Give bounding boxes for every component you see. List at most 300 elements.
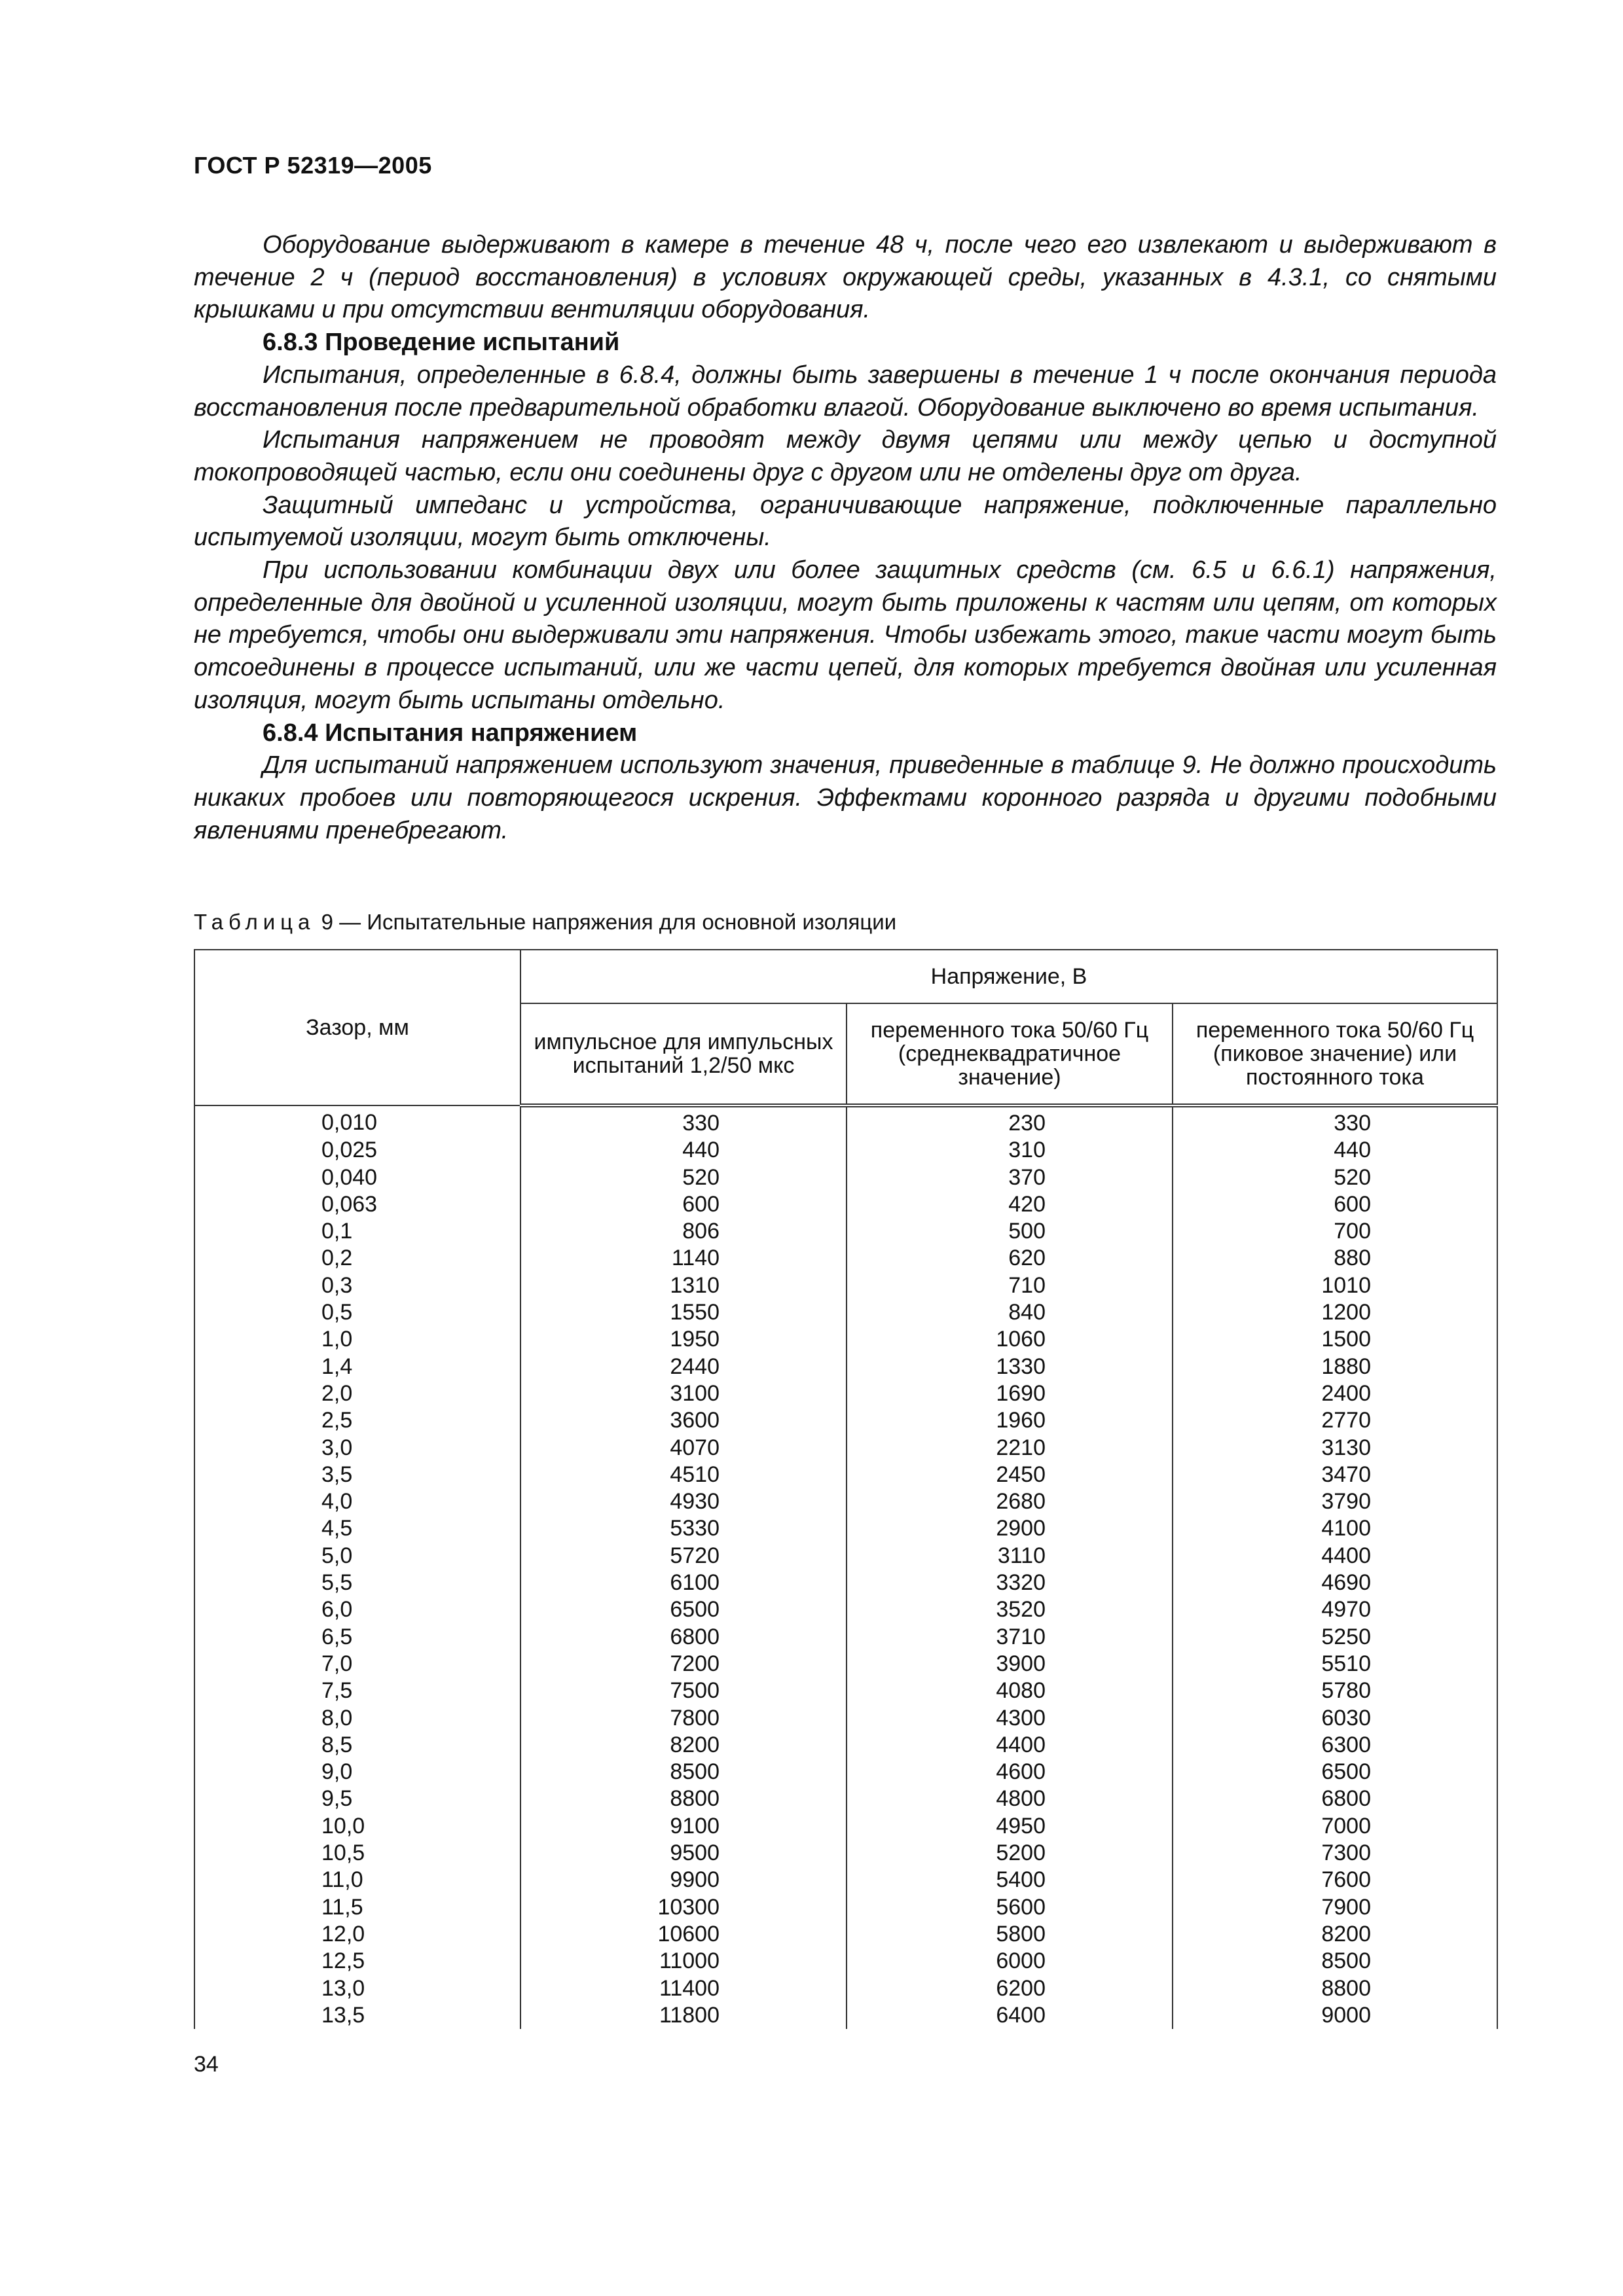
- table-cell: [1173, 2002, 1497, 2029]
- table-cell: [520, 1354, 847, 1380]
- table-cell: [847, 1732, 1173, 1759]
- table-row: [194, 1354, 1497, 1380]
- table-cell: [847, 1651, 1173, 1677]
- cell-value: 2680: [996, 1489, 1046, 1515]
- table-cell: [847, 1677, 1173, 1704]
- cell-value: 600: [1334, 1191, 1371, 1217]
- cell-value: 880: [1334, 1246, 1371, 1271]
- column-header-impulse: импульсное для импульсных испытаний 1,2/50 мкс: [520, 1003, 847, 1105]
- table-cell: [847, 1326, 1173, 1353]
- table-cell: [194, 1137, 520, 1164]
- cell-value: 710: [1008, 1272, 1046, 1298]
- table-cell: [520, 1462, 847, 1488]
- table-row: [194, 2002, 1497, 2029]
- cell-value: 7,5: [321, 1678, 353, 1704]
- cell-value: 3,0: [321, 1435, 353, 1460]
- table-cell: [520, 1596, 847, 1623]
- table-cell: [1173, 1948, 1497, 1975]
- cell-value: 11,5: [321, 1894, 363, 1920]
- cell-value: 1310: [670, 1272, 720, 1298]
- table-cell: [1173, 1105, 1497, 1137]
- cell-value: 10,5: [321, 1840, 365, 1866]
- cell-value: 1,4: [321, 1354, 353, 1379]
- table-caption: [194, 910, 896, 935]
- cell-value: 310: [1008, 1138, 1046, 1163]
- document-header: ГОСТ Р 52319—2005: [194, 152, 432, 179]
- section-heading-6-8-3: 6.8.3 Проведение испытаний: [263, 329, 620, 357]
- table-cell: [194, 1867, 520, 1893]
- cell-value: 806: [682, 1219, 720, 1244]
- table-cell: [194, 1785, 520, 1812]
- cell-value: 1550: [670, 1300, 720, 1325]
- cell-value: 5780: [1321, 1678, 1371, 1704]
- cell-value: 7600: [1321, 1867, 1371, 1893]
- paragraph: Оборудование выдерживают в камере в течение 48 ч, после чего его извлекают и выдерживают в течение 2 ч (период восстановления) в условиях окружающей среды, указанных в 4.3.1, со снятыми крышками и при отсутствии вентиляции оборудования.: [194, 231, 1497, 324]
- table-cell: [194, 1218, 520, 1245]
- table-cell: [520, 1624, 847, 1651]
- cell-value: 5250: [1321, 1624, 1371, 1649]
- table-cell: [194, 1732, 520, 1759]
- cell-value: 6500: [1321, 1759, 1371, 1785]
- table-cell: [1173, 1245, 1497, 1272]
- cell-value: 7200: [670, 1651, 720, 1676]
- cell-value: 3320: [996, 1570, 1046, 1596]
- paragraph: Испытания, определенные в 6.8.4, должны быть завершены в течение 1 ч после окончания периода восстановления после предварительной обработки влагой. Оборудование выключено во время испытания.: [194, 361, 1497, 422]
- table-cell: [194, 1921, 520, 1948]
- table-cell: [847, 1624, 1173, 1651]
- table-cell: [847, 1245, 1173, 1272]
- cell-value: 1500: [1321, 1327, 1371, 1352]
- cell-value: 330: [1334, 1111, 1371, 1136]
- table-cell: [520, 1380, 847, 1407]
- table-row: [194, 1975, 1497, 2002]
- table-cell: [1173, 1488, 1497, 1515]
- table-cell: [1173, 1705, 1497, 1732]
- cell-value: 6030: [1321, 1705, 1371, 1731]
- table-cell: [847, 1462, 1173, 1488]
- column-header-ac-peak: переменного тока 50/60 Гц (пиковое значение) или постоянного тока: [1173, 1003, 1497, 1105]
- table-cell: [847, 1354, 1173, 1380]
- table-cell: [520, 1164, 847, 1191]
- table-cell: [194, 1948, 520, 1975]
- table-cell: [520, 1651, 847, 1677]
- cell-value: 7500: [670, 1678, 720, 1704]
- cell-value: 3110: [997, 1543, 1046, 1568]
- cell-value: 1200: [1321, 1300, 1371, 1325]
- table-cell: [847, 1515, 1173, 1542]
- table-cell: [520, 1326, 847, 1353]
- cell-value: 7300: [1321, 1840, 1371, 1866]
- cell-value: 1330: [996, 1354, 1046, 1379]
- cell-value: 9500: [670, 1840, 720, 1866]
- table-row: [194, 1515, 1497, 1542]
- cell-value: 4100: [1321, 1516, 1371, 1541]
- cell-value: 4970: [1321, 1597, 1371, 1623]
- column-group-header-voltage: Напряжение, В: [520, 950, 1497, 1003]
- cell-value: 0,010: [321, 1110, 378, 1135]
- table-cell: [194, 2002, 520, 2029]
- table-row: [194, 1245, 1497, 1272]
- cell-value: 6800: [670, 1624, 720, 1649]
- table-cell: [1173, 1732, 1497, 1759]
- table-cell: [520, 1570, 847, 1596]
- cell-value: 620: [1008, 1246, 1046, 1271]
- table-cell: [520, 2002, 847, 2029]
- paragraph: При использовании комбинации двух или более защитных средств (см. 6.5 и 6.6.1) напряжения, определенные для двойной и усиленной изоляции, могут быть приложены к частям или цепям, от которых не требуется, чтобы они выдерживали эти напряжения. Чтобы избежать этого, такие части могут быть отсоединены в процессе испытаний, или же части цепей, для которых требуется двойная или усиленная изоляция, могут быть испытаны отдельно.: [194, 556, 1497, 714]
- table-cell: [1173, 1840, 1497, 1867]
- table-row: [194, 1705, 1497, 1732]
- table-cell: [847, 1705, 1173, 1732]
- column-header-gap: Зазор, мм: [194, 950, 520, 1105]
- table-row: [194, 1840, 1497, 1867]
- document-body: [194, 229, 1497, 847]
- cell-value: 11400: [659, 1975, 720, 2001]
- table-cell: [194, 1975, 520, 2002]
- table-row: [194, 1299, 1497, 1326]
- cell-value: 420: [1008, 1191, 1046, 1217]
- table-row: [194, 1624, 1497, 1651]
- table-cell: [1173, 1191, 1497, 1218]
- cell-value: 7,0: [321, 1651, 353, 1676]
- table-cell: [1173, 1299, 1497, 1326]
- table-cell: [1173, 1813, 1497, 1840]
- cell-value: 3130: [1321, 1435, 1371, 1460]
- table-cell: [520, 1105, 847, 1137]
- table-cell: [194, 1435, 520, 1462]
- table-cell: [847, 1407, 1173, 1434]
- cell-value: 5,0: [321, 1543, 353, 1568]
- table-cell: [520, 1191, 847, 1218]
- table-cell: [194, 1488, 520, 1515]
- table-cell: [194, 1894, 520, 1921]
- table-cell: [1173, 1462, 1497, 1488]
- table-cell: [1173, 1596, 1497, 1623]
- table-cell: [194, 1191, 520, 1218]
- table-row: [194, 1218, 1497, 1245]
- table-cell: [520, 1813, 847, 1840]
- table-row: [194, 1543, 1497, 1570]
- table-cell: [1173, 1380, 1497, 1407]
- table-cell: [194, 1380, 520, 1407]
- table-cell: [520, 1137, 847, 1164]
- table-cell: [520, 1975, 847, 2002]
- cell-value: 1950: [670, 1327, 720, 1352]
- table-row: [194, 1921, 1497, 1948]
- cell-value: 2450: [996, 1462, 1046, 1487]
- cell-value: 4950: [996, 1813, 1046, 1839]
- paragraph: Защитный импеданс и устройства, ограничивающие напряжение, подключенные параллельно испытуемой изоляции, могут быть отключены.: [194, 491, 1497, 552]
- table-cell: [1173, 1921, 1497, 1948]
- cell-value: 230: [1008, 1111, 1046, 1136]
- table-cell: [1173, 1435, 1497, 1462]
- cell-value: 10,0: [321, 1813, 365, 1839]
- table-cell: [520, 1245, 847, 1272]
- cell-value: 3,5: [321, 1462, 353, 1487]
- table-row: [194, 1137, 1497, 1164]
- table-cell: [847, 1867, 1173, 1893]
- table-cell: [847, 1813, 1173, 1840]
- cell-value: 2,5: [321, 1408, 353, 1433]
- table-cell: [520, 1894, 847, 1921]
- cell-value: 3900: [996, 1651, 1046, 1676]
- table-cell: [847, 1191, 1173, 1218]
- cell-value: 5510: [1321, 1651, 1371, 1676]
- cell-value: 4300: [996, 1705, 1046, 1731]
- table-cell: [1173, 1785, 1497, 1812]
- table-cell: [847, 1948, 1173, 1975]
- table-cell: [194, 1543, 520, 1570]
- table-cell: [847, 1759, 1173, 1785]
- table-cell: [847, 1921, 1173, 1948]
- cell-value: 500: [1008, 1219, 1046, 1244]
- table-cell: [194, 1624, 520, 1651]
- cell-value: 3600: [670, 1408, 720, 1433]
- cell-value: 12,0: [321, 1921, 365, 1946]
- cell-value: 1690: [996, 1380, 1046, 1406]
- cell-value: 440: [682, 1138, 720, 1163]
- table-row: [194, 1435, 1497, 1462]
- cell-value: 1960: [996, 1408, 1046, 1433]
- table-cell: [847, 1299, 1173, 1326]
- table-row: [194, 1380, 1497, 1407]
- cell-value: 370: [1008, 1164, 1046, 1190]
- cell-value: 8500: [670, 1759, 720, 1785]
- table-cell: [1173, 1570, 1497, 1596]
- table-cell: [847, 1975, 1173, 2002]
- cell-value: 8500: [1321, 1948, 1371, 1974]
- cell-value: 1,0: [321, 1327, 353, 1352]
- cell-value: 6000: [996, 1948, 1046, 1974]
- cell-value: 0,040: [321, 1164, 378, 1190]
- table-row: [194, 1164, 1497, 1191]
- table-cell: [194, 1677, 520, 1704]
- table-cell: [1173, 1677, 1497, 1704]
- table-cell: [520, 1732, 847, 1759]
- cell-value: 5600: [996, 1894, 1046, 1920]
- table-cell: [847, 1164, 1173, 1191]
- table-row: [194, 1596, 1497, 1623]
- table-cell: [520, 1488, 847, 1515]
- table-cell: [520, 1921, 847, 1948]
- cell-value: 440: [1334, 1138, 1371, 1163]
- table-cell: [847, 1435, 1173, 1462]
- cell-value: 2,0: [321, 1380, 353, 1406]
- cell-value: 4800: [996, 1786, 1046, 1812]
- cell-value: 0,5: [321, 1300, 353, 1325]
- column-header-ac-rms: переменного тока 50/60 Гц (среднеквадратичное значение): [847, 1003, 1173, 1105]
- cell-value: 4,5: [321, 1516, 353, 1541]
- table-cell: [1173, 1867, 1497, 1893]
- table-cell: [1173, 1354, 1497, 1380]
- cell-value: 6,0: [321, 1597, 353, 1623]
- cell-value: 5330: [670, 1516, 720, 1541]
- cell-value: 8200: [1321, 1921, 1371, 1946]
- table-cell: [194, 1164, 520, 1191]
- cell-value: 5800: [996, 1921, 1046, 1946]
- cell-value: 9,5: [321, 1786, 353, 1812]
- cell-value: 3100: [670, 1380, 720, 1406]
- cell-value: 700: [1334, 1219, 1371, 1244]
- cell-value: 520: [1334, 1164, 1371, 1190]
- table-cell: [194, 1272, 520, 1299]
- table-body: [194, 1105, 1497, 2029]
- table-row: [194, 1326, 1497, 1353]
- table-row: [194, 1570, 1497, 1596]
- cell-value: 600: [682, 1191, 720, 1217]
- cell-value: 0,2: [321, 1246, 353, 1271]
- table-cell: [194, 1462, 520, 1488]
- cell-value: 4400: [996, 1732, 1046, 1757]
- table-cell: [1173, 1894, 1497, 1921]
- cell-value: 9,0: [321, 1759, 353, 1785]
- cell-value: 5720: [670, 1543, 720, 1568]
- paragraph: Испытания напряжением не проводят между двумя цепями или между цепью и доступной токопроводящей частью, если они соединены друг с другом или не отделены друг от друга.: [194, 426, 1497, 486]
- table-cell: [194, 1840, 520, 1867]
- table-cell: [194, 1515, 520, 1542]
- table-cell: [194, 1299, 520, 1326]
- table-cell: [194, 1245, 520, 1272]
- table-row: [194, 1894, 1497, 1921]
- cell-value: 11800: [659, 2002, 720, 2028]
- cell-value: 12,5: [321, 1948, 365, 1974]
- cell-value: 3710: [996, 1624, 1046, 1649]
- table-cell: [520, 1299, 847, 1326]
- table-cell: [520, 1785, 847, 1812]
- cell-value: 4510: [670, 1462, 720, 1487]
- table-cell: [847, 1272, 1173, 1299]
- table-row: [194, 1105, 1497, 1137]
- cell-value: 8,5: [321, 1732, 353, 1757]
- page-number: 34: [194, 2052, 219, 2077]
- cell-value: 6100: [670, 1570, 720, 1596]
- table-cell: [847, 1894, 1173, 1921]
- table-caption-label: Таблица: [194, 910, 316, 934]
- table-cell: [847, 1380, 1173, 1407]
- section-heading-6-8-4: 6.8.4 Испытания напряжением: [263, 719, 638, 747]
- table-row: [194, 1867, 1497, 1893]
- table-cell: [520, 1218, 847, 1245]
- cell-value: 13,0: [321, 1975, 365, 2001]
- cell-value: 9100: [670, 1813, 720, 1839]
- cell-value: 0,3: [321, 1272, 353, 1298]
- table-cell: [847, 1137, 1173, 1164]
- table-cell: [1173, 1137, 1497, 1164]
- cell-value: 6500: [670, 1597, 720, 1623]
- cell-value: 9000: [1321, 2002, 1371, 2028]
- table-cell: [194, 1407, 520, 1434]
- cell-value: 6400: [996, 2002, 1046, 2028]
- table-cell: [1173, 1218, 1497, 1245]
- table-caption-text: 9 — Испытательные напряжения для основной изоляции: [321, 910, 897, 934]
- table-cell: [194, 1570, 520, 1596]
- table-cell: [194, 1326, 520, 1353]
- cell-value: 2440: [670, 1354, 720, 1379]
- cell-value: 2900: [996, 1516, 1046, 1541]
- cell-value: 13,5: [321, 2002, 365, 2028]
- table-cell: [520, 1515, 847, 1542]
- table-cell: [520, 1840, 847, 1867]
- table-row: [194, 1759, 1497, 1785]
- table-cell: [1173, 1407, 1497, 1434]
- table-cell: [520, 1677, 847, 1704]
- cell-value: 3790: [1321, 1489, 1371, 1515]
- cell-value: 330: [682, 1111, 720, 1136]
- cell-value: 4400: [1321, 1543, 1371, 1568]
- cell-value: 840: [1008, 1300, 1046, 1325]
- table-cell: [194, 1105, 520, 1137]
- cell-value: 2400: [1321, 1380, 1371, 1406]
- table-cell: [520, 1407, 847, 1434]
- cell-value: 6800: [1321, 1786, 1371, 1812]
- table-cell: [1173, 1272, 1497, 1299]
- table-cell: [194, 1759, 520, 1785]
- table-row: [194, 1785, 1497, 1812]
- cell-value: 5200: [996, 1840, 1046, 1866]
- table-cell: [520, 1867, 847, 1893]
- table-cell: [194, 1813, 520, 1840]
- cell-value: 9900: [670, 1867, 720, 1893]
- table-row: [194, 1407, 1497, 1434]
- cell-value: 8,0: [321, 1705, 353, 1731]
- voltage-table: [194, 949, 1498, 2029]
- table-row: [194, 1191, 1497, 1218]
- table-cell: [1173, 1624, 1497, 1651]
- table-cell: [1173, 1326, 1497, 1353]
- table-cell: [847, 1785, 1173, 1812]
- cell-value: 11,0: [321, 1867, 363, 1893]
- table-row: [194, 1948, 1497, 1975]
- cell-value: 3470: [1321, 1462, 1371, 1487]
- table-cell: [520, 1272, 847, 1299]
- cell-value: 1060: [996, 1327, 1046, 1352]
- table-cell: [1173, 1543, 1497, 1570]
- cell-value: 1880: [1321, 1354, 1371, 1379]
- table-cell: [847, 1218, 1173, 1245]
- cell-value: 7900: [1321, 1894, 1371, 1920]
- cell-value: 1140: [671, 1246, 720, 1271]
- table-cell: [194, 1651, 520, 1677]
- cell-value: 10300: [657, 1894, 720, 1920]
- table-cell: [847, 1488, 1173, 1515]
- cell-value: 0,025: [321, 1138, 378, 1163]
- cell-value: 520: [682, 1164, 720, 1190]
- cell-value: 4690: [1321, 1570, 1371, 1596]
- table-cell: [1173, 1651, 1497, 1677]
- table-cell: [194, 1596, 520, 1623]
- cell-value: 2210: [996, 1435, 1046, 1460]
- table-cell: [1173, 1515, 1497, 1542]
- table-cell: [847, 1570, 1173, 1596]
- table-row: [194, 1488, 1497, 1515]
- cell-value: 4600: [996, 1759, 1046, 1785]
- table-row: [194, 1813, 1497, 1840]
- cell-value: 4930: [670, 1489, 720, 1515]
- cell-value: 3520: [996, 1597, 1046, 1623]
- table-cell: [520, 1543, 847, 1570]
- cell-value: 0,1: [321, 1219, 353, 1244]
- cell-value: 2770: [1321, 1408, 1371, 1433]
- table-row: [194, 1462, 1497, 1488]
- table-cell: [520, 1948, 847, 1975]
- table-cell: [194, 1354, 520, 1380]
- cell-value: 1010: [1321, 1272, 1371, 1298]
- paragraph: Для испытаний напряжением используют значения, приведенные в таблице 9. Не должно происходить никаких пробоев или повторяющегося искрения. Эффектами коронного разряда и другими подобными явлениями пренебрегают.: [194, 751, 1497, 844]
- table-row: [194, 1677, 1497, 1704]
- cell-value: 11000: [659, 1948, 720, 1974]
- cell-value: 0,063: [321, 1191, 378, 1217]
- cell-value: 8800: [670, 1786, 720, 1812]
- cell-value: 8800: [1321, 1975, 1371, 2001]
